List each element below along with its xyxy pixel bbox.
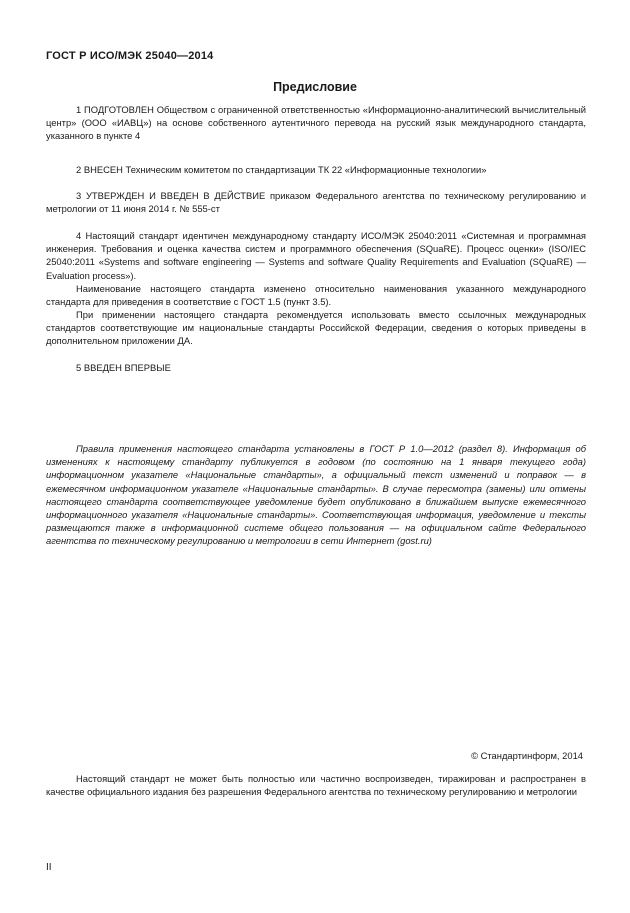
page-title: Предисловие [273,80,357,94]
item-2-introduced: 2 ВНЕСЕН Техническим комитетом по стандартизации ТК 22 «Информационные технологии» [76,164,487,175]
page-number: II [46,862,52,873]
item-4-references: При применении настоящего стандарта рекомендуется использовать вместо ссылочных международных стандартов соответствующие им национальные стандарты Российской Федерации, сведения о которых приведены в дополнительном приложении ДА. [46,309,586,347]
item-4-identical: 4 Настоящий стандарт идентичен международному стандарту ИСО/МЭК 25040:2011 «Системная и программная инженерия. Требования и оценка качества систем и программного обеспечения (SQuaRE). Процесс оценки» (ISO/IEC 25040:2011 «Systems and software engineering — Systems and software Quality Requirements and Evaluation (SQuaRE) — Evaluation process»). [46,230,586,281]
standard-header: ГОСТ Р ИСО/МЭК 25040—2014 [46,50,214,62]
item-3-approved: 3 УТВЕРЖДЕН И ВВЕДЕН В ДЕЙСТВИЕ приказом Федерального агентства по техническому регулированию и метрологии от 11 июня 2014 г. № 555-ст [46,190,586,215]
rules-of-application-note: Правила применения настоящего стандарта установлены в ГОСТ Р 1.0—2012 (раздел 8). Информация об изменениях к настоящему стандарту публикуется в годовом (по состоянию на 1 января текущего года) информационном указателе «Национальные стандарты», а официальный текст изменений и поправок — в ежемесячном информационном указателе «Национальные стандарты». В случае пересмотра (замены) или отмены настоящего стандарта соответствующее уведомление будет опубликовано в ближайшем выпуске ежемесячного информационного указателя «Национальные стандарты». Соответствующая информация, уведомление и тексты размещаются также в информационной системе общего пользования — на официальном сайте Федерального агентства по техническому регулированию и метрологии в сети Интернет (gost.ru) [46,443,586,547]
copyright-notice: © Стандартинформ, 2014 [471,750,583,761]
item-4-title-change: Наименование настоящего стандарта изменено относительно наименования указанного международного стандарта для приведения в соответствие с ГОСТ 1.5 (пункт 3.5). [46,283,586,308]
item-1-prepared: 1 ПОДГОТОВЛЕН Обществом с ограниченной ответственностью «Информационно-аналитический вычислительный центр» (ООО «ИАВЦ») на основе собственного аутентичного перевода на русский язык международного стандарта, указанного в пункте 4 [46,104,586,142]
reproduction-notice: Настоящий стандарт не может быть полностью или частично воспроизведен, тиражирован и распространен в качестве официального издания без разрешения Федерального агентства по техническому регулированию и метрологии [46,773,586,798]
item-5-first-introduced: 5 ВВЕДЕН ВПЕРВЫЕ [76,362,171,373]
